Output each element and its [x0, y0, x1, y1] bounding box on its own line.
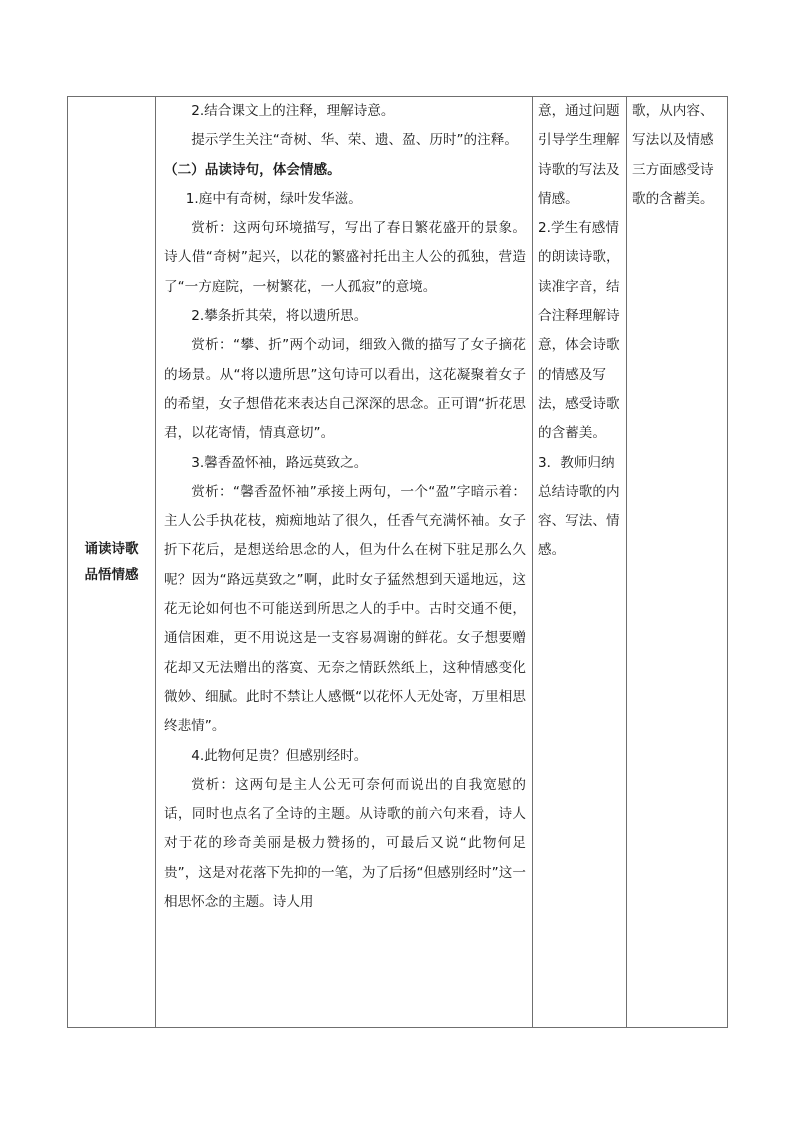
paragraph: 3．教师归纳总结诗歌的内容、写法、情感。 — [538, 454, 620, 559]
poem-line: 4.此物何足贵？但感别经时。 — [191, 747, 368, 764]
paragraph: 赏析：“攀、折”两个动词，细致入微的描写了女子摘花的场景。从“将以遗所思”这句诗可以看出，这花凝聚着女子的希望，女子想借花来表达自己深深的思念。正可谓“折花思君，以花寄情，情真意切”。 — [164, 337, 526, 442]
section-heading: （二）品读诗句，体会情感。 — [164, 161, 341, 178]
paragraph: 意，通过问题引导学生理解诗歌的写法及情感。 — [538, 103, 620, 207]
stage-title-line: 品悟情感 — [84, 567, 139, 583]
paragraph: 赏析：“馨香盈怀袖”承接上两句，一个“盈”字暗示着：主人公手执花枝，痴痴地站了很久，任香气充满怀袖。女子折下花后，是想送给思念的人，但为什么在树下驻足那么久呢？因为“路远莫致之”啊，此时女子猛然想到天遥地远，这花无论如何也不可能送到所思之人的手中。古时交通不便，通信困难，更不用说这是一支容易凋谢的鲜花。女子想要赠花却又无法赠出的落寞、无奈之情跃然纸上，这种情感变化微妙、细腻。此时不禁让人感慨“以花怀人无处寄，万里相思终悲情”。 — [164, 483, 526, 735]
teaching-process-cell — [156, 97, 533, 1028]
stage-title-line: 诵读诗歌 — [84, 541, 139, 557]
poem-line: 1.庭中有奇树，绿叶发华滋。 — [185, 190, 362, 207]
paragraph: 2.学生有感情的朗读诗歌，读准字音，结合注释理解诗意，体会诗歌的情感及写法，感受诗歌的含蓄美。 — [538, 220, 620, 442]
paragraph: 2.结合课文上的注释，理解诗意。 — [191, 103, 395, 119]
paragraph: 赏析：这两句是主人公无可奈何而说出的自我宽慰的话，同时也点名了全诗的主题。从诗歌的前六句来看，诗人对于花的珍奇美丽是极力赞扬的，可最后又说“此物何足贵”，这是对花落下先抑的一笔，为了后扬“但感别经时”这一相思怀念的主题。诗人用 — [164, 776, 526, 911]
stage-title — [68, 536, 155, 588]
paragraph: 赏析：这两句环境描写，写出了春日繁花盛开的景象。诗人借“奇树”起兴，以花的繁盛衬托出主人公的孤独，营造了“一方庭院，一树繁花，一人孤寂”的意境。 — [164, 220, 526, 295]
poem-line: 2.攀条折其荣，将以遗所思。 — [191, 308, 368, 325]
design-intent-cell — [627, 97, 728, 1028]
lesson-plan-table — [67, 96, 728, 1028]
stage-cell — [68, 97, 156, 1028]
student-activity-cell — [533, 97, 627, 1028]
paragraph: 歌，从内容、写法以及情感三方面感受诗歌的含蓄美。 — [632, 103, 714, 207]
table-row — [68, 97, 728, 1028]
paragraph: 提示学生关注“奇树、华、荣、遗、盈、历时”的注释。 — [191, 132, 518, 149]
poem-line: 3.馨香盈怀袖，路远莫致之。 — [191, 454, 368, 471]
